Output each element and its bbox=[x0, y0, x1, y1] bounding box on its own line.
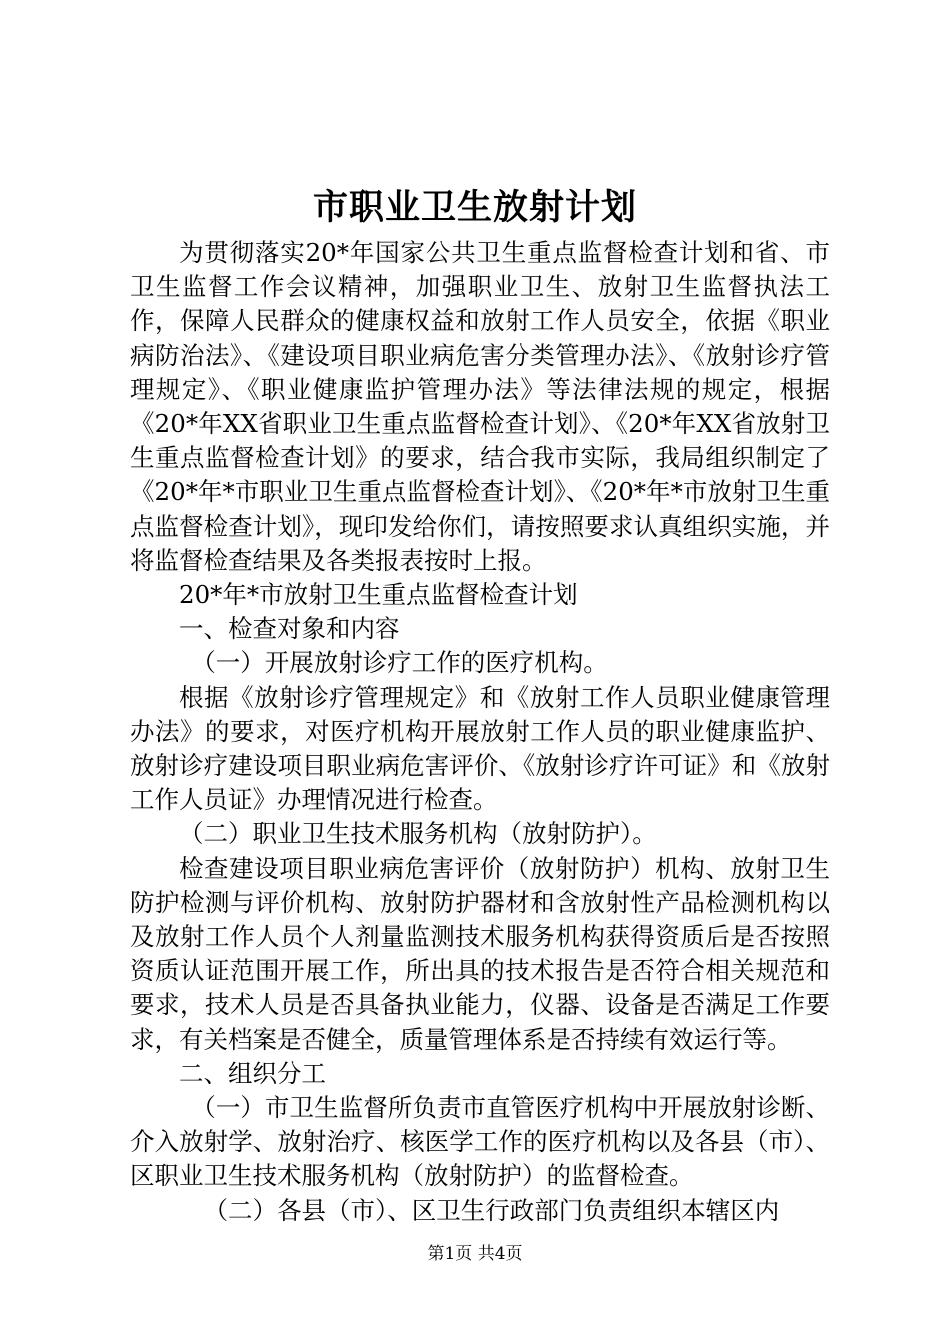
section-heading-1: 一、检查对象和内容 bbox=[179, 614, 400, 644]
paragraph-2-2: （二）各县（市）、区卫生行政部门负责组织本辖区内 bbox=[203, 1195, 780, 1225]
document-title: 市职业卫生放射计划 bbox=[312, 187, 637, 228]
paragraph-2-1: （一）市卫生监督所负责市直管医疗机构中开展放射诊断、介入放射学、放射治疗、核医学工作的医疗机构以及各县（市）、区职业卫生技术服务机构（放射防护）的监督检查。 bbox=[130, 1093, 830, 1191]
intro-paragraph: 为贯彻落实20*年国家公共卫生重点监督检查计划和省、市卫生监督工作会议精神，加强职业卫生、放射卫生监督执法工作，保障人民群众的健康权益和放射工作人员安全，依据《职业病防治法》、《建设项目职业病危害分类管理办法》、《放射诊疗管理规定》、《职业健康监护管理办法》等法律法规的规定，根据《20*年XX省职业卫生重点监督检查计划》、《20*年XX省放射卫生重点监督检查计划》的要求，结合我市实际，我局组织制定了《20*年*市职业卫生重点监督检查计划》、《20*年*市放射卫生重点监督检查计划》，现印发给你们，请按照要求认真组织实施，并将监督检查结果及各类报表按时上报。 bbox=[130, 238, 830, 575]
subsection-heading-1-2: （二）职业卫生技术服务机构（放射防护）。 bbox=[179, 819, 657, 849]
paragraph-1-1: 根据《放射诊疗管理规定》和《放射工作人员职业健康管理办法》的要求，对医疗机构开展放射工作人员的职业健康监护、放射诊疗建设项目职业病危害评价、《放射诊疗许可证》和《放射工作人员证》办理情况进行检查。 bbox=[130, 682, 830, 815]
plan-subtitle: 20*年*市放射卫生重点监督检查计划 bbox=[179, 580, 578, 610]
section-heading-2: 二、组织分工 bbox=[179, 1058, 326, 1088]
paragraph-1-2: 检查建设项目职业病危害评价（放射防护）机构、放射卫生防护检测与评价机构、放射防护器材和含放射性产品检测机构以及放射工作人员个人剂量监测技术服务机构获得资质后是否按照资质认证范围开展工作，所出具的技术报告是否符合相关规范和要求，技术人员是否具备执业能力，仪器、设备是否满足工作要求，有关档案是否健全，质量管理体系是否持续有效运行等。 bbox=[130, 853, 830, 1054]
page-footer: 第1页 共4页 bbox=[427, 1244, 523, 1264]
subsection-heading-1-1: （一）开展放射诊疗工作的医疗机构。 bbox=[191, 648, 608, 678]
document-body bbox=[130, 236, 830, 1228]
